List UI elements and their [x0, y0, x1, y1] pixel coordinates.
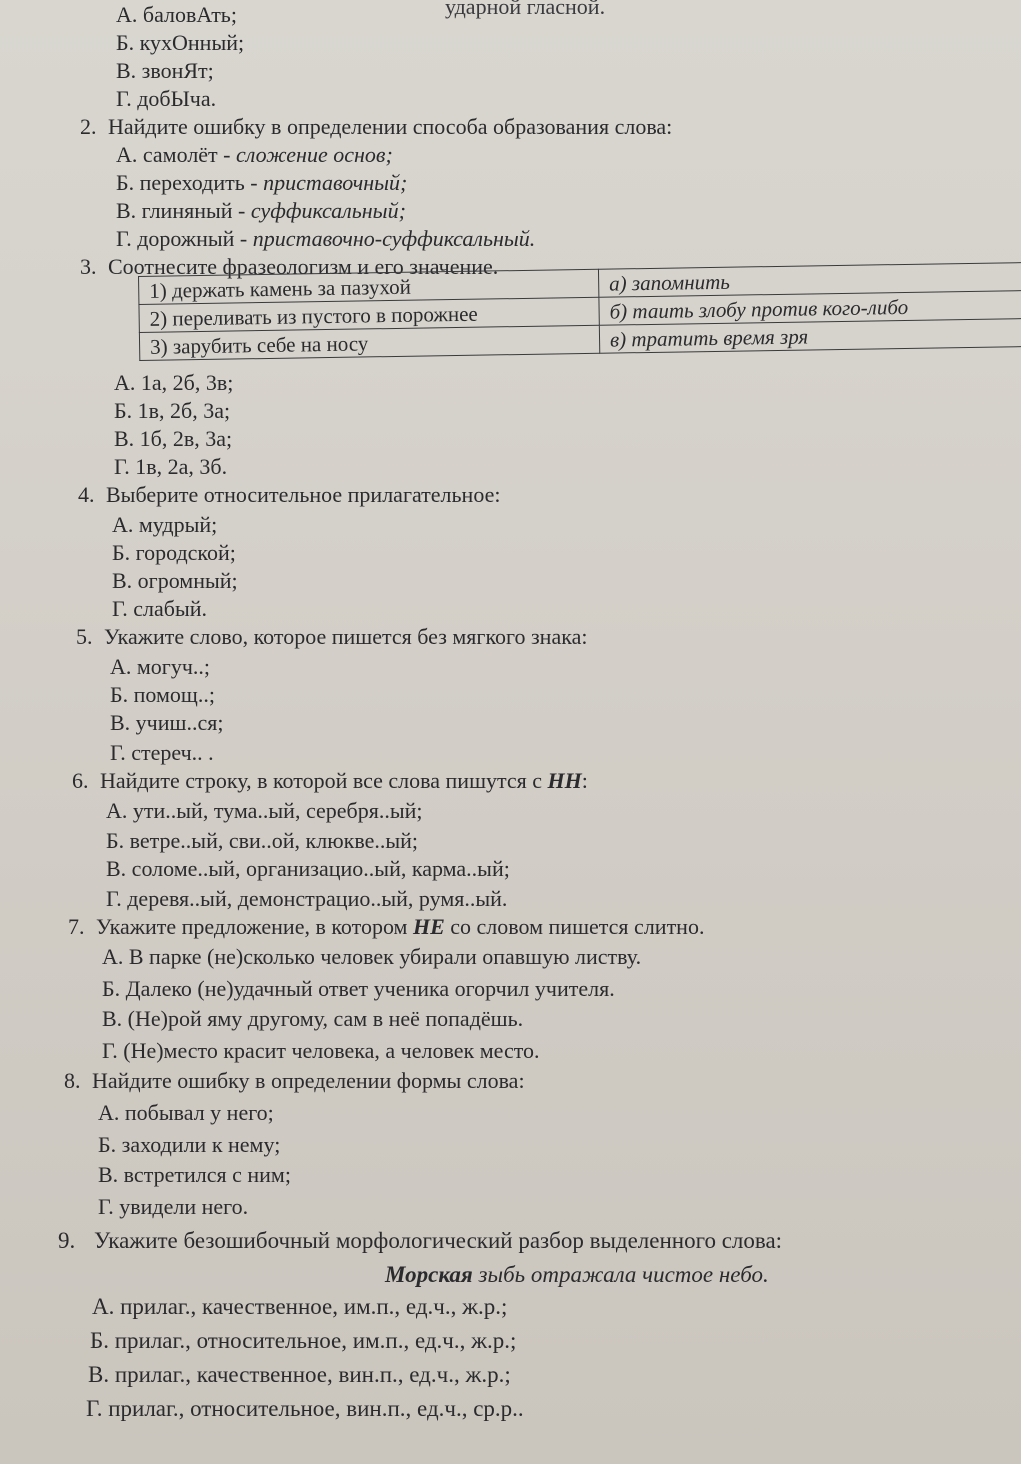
q8-option-b: Б. заходили к нему;: [98, 1132, 281, 1157]
q5-option-d: Г. стереч.. .: [110, 740, 214, 765]
q5-option-c: В. учиш..ся;: [110, 710, 224, 735]
question-2: [80, 114, 672, 140]
q4-option-d: Г. слабый.: [112, 596, 207, 621]
phrase-cell: 2) переливать из пустого в порожнее: [139, 297, 599, 332]
option-method: приставочно-суффиксальный.: [252, 226, 536, 251]
q6-option-a: А. ути..ый, тума..ый, серебря..ый;: [106, 798, 423, 823]
option-method: суффиксальный;: [250, 198, 406, 223]
question-number: 3.: [80, 254, 97, 279]
question-text: Соотнесите фразеологизм и его значение.: [108, 254, 499, 279]
q9-option-b: Б. прилаг., относительное, им.п., ед.ч., ж.р.;: [90, 1328, 517, 1353]
q3-option-b: Б. 1в, 2б, 3а;: [114, 398, 231, 423]
phraseology-table: [138, 262, 1021, 361]
question-6: [72, 768, 588, 794]
question-number: 5.: [76, 624, 93, 649]
q2-option-b: [116, 170, 407, 196]
q1-option-a: А. баловАть;: [116, 2, 237, 27]
q1-option-b: Б. кухОнный;: [116, 30, 245, 55]
highlighted-word: Морская: [385, 1262, 473, 1287]
q2-option-d: [116, 226, 535, 252]
q7-option-d: Г. (Не)место красит человека, а человек место.: [102, 1038, 540, 1063]
question-text-end: со словом пишется слитно.: [444, 914, 705, 939]
question-text: Укажите предложение, в котором: [96, 914, 413, 939]
emphasis-nn: НН: [547, 768, 582, 793]
q8-option-c: В. встретился с ним;: [98, 1162, 291, 1187]
q5-option-a: А. могуч..;: [110, 654, 211, 679]
emphasis-ne: НЕ: [412, 914, 445, 939]
q2-option-a: [116, 142, 393, 168]
q4-option-c: В. огромный;: [112, 568, 238, 593]
q3-option-c: В. 1б, 2в, 3а;: [114, 426, 233, 451]
question-9: [58, 1228, 782, 1254]
question-text: Найдите строку, в которой все слова пишутся с: [100, 768, 548, 793]
q8-option-d: Г. увидели него.: [98, 1194, 249, 1219]
q6-option-d: Г. деревя..ый, демонстрацио..ый, румя..ый.: [106, 886, 508, 911]
option-word: Г. дорожный -: [116, 226, 253, 251]
question-number: 7.: [68, 914, 85, 939]
q3-option-d: Г. 1в, 2а, 3б.: [114, 454, 228, 479]
question-number: 8.: [64, 1068, 81, 1093]
option-word: В. глиняный -: [116, 198, 251, 223]
q2-option-c: [116, 198, 406, 224]
q9-option-d: Г. прилаг., относительное, вин.п., ед.ч., ср.р..: [86, 1396, 524, 1421]
question-number: 4.: [78, 482, 95, 507]
question-number: 9.: [58, 1228, 76, 1253]
q7-option-a: А. В парке (не)сколько человек убирали опавшую листву.: [102, 944, 642, 969]
question-text: Укажите безошибочный морфологический разбор выделенного слова:: [94, 1228, 783, 1253]
meaning-cell: в) тратить время зря: [599, 318, 1021, 353]
option-method: приставочный;: [263, 170, 408, 195]
q6-option-b: Б. ветре..ый, сви..ой, клюкве..ый;: [106, 828, 419, 853]
q9-option-c: В. прилаг., качественное, вин.п., ед.ч., ж.р.;: [88, 1362, 511, 1387]
option-word: А. самолёт -: [116, 142, 237, 167]
question-4: [78, 482, 500, 508]
phrase-cell: 1) держать камень за пазухой: [139, 269, 599, 304]
q7-option-b: Б. Далеко (не)удачный ответ ученика огорчил учителя.: [102, 976, 615, 1001]
option-method: сложение основ;: [236, 142, 393, 167]
cut-off-header: ударной гласной.: [445, 0, 606, 19]
question-5: [76, 624, 587, 650]
option-word: Б. переходить -: [116, 170, 264, 195]
question-text-end: :: [581, 768, 588, 793]
meaning-cell: а) запомнить: [598, 262, 1021, 297]
question-number: 2.: [80, 114, 97, 139]
question-text: Укажите слово, которое пишется без мягкого знака:: [104, 624, 588, 649]
q1-option-d: Г. добЫча.: [116, 86, 217, 111]
question-7: [68, 914, 704, 940]
question-8: [64, 1068, 525, 1094]
question-text: Найдите ошибку в определении формы слова:: [92, 1068, 525, 1093]
q5-option-b: Б. помощ..;: [110, 682, 215, 707]
question-text: Выберите относительное прилагательное:: [106, 482, 501, 507]
q4-option-b: Б. городской;: [112, 540, 236, 565]
question-number: 6.: [72, 768, 89, 793]
sentence-rest: зыбь отражала чистое небо.: [472, 1262, 769, 1287]
question-text: Найдите ошибку в определении способа образования слова:: [108, 114, 673, 139]
q3-option-a: А. 1а, 2б, 3в;: [114, 370, 234, 395]
q8-option-a: А. побывал у него;: [98, 1100, 274, 1125]
q9-sentence: [385, 1262, 769, 1288]
q4-option-a: А. мудрый;: [112, 512, 218, 537]
q1-option-c: В. звонЯт;: [116, 58, 214, 83]
q9-option-a: А. прилаг., качественное, им.п., ед.ч., ж.р.;: [92, 1294, 508, 1319]
q7-option-c: В. (Не)рой яму другому, сам в неё попадёшь.: [102, 1006, 524, 1031]
phrase-cell: 3) зарубить себе на носу: [139, 325, 599, 360]
q6-option-c: В. соломе..ый, организацио..ый, карма..ый;: [106, 856, 510, 881]
meaning-cell: б) таить злобу против кого-либо: [599, 290, 1021, 325]
